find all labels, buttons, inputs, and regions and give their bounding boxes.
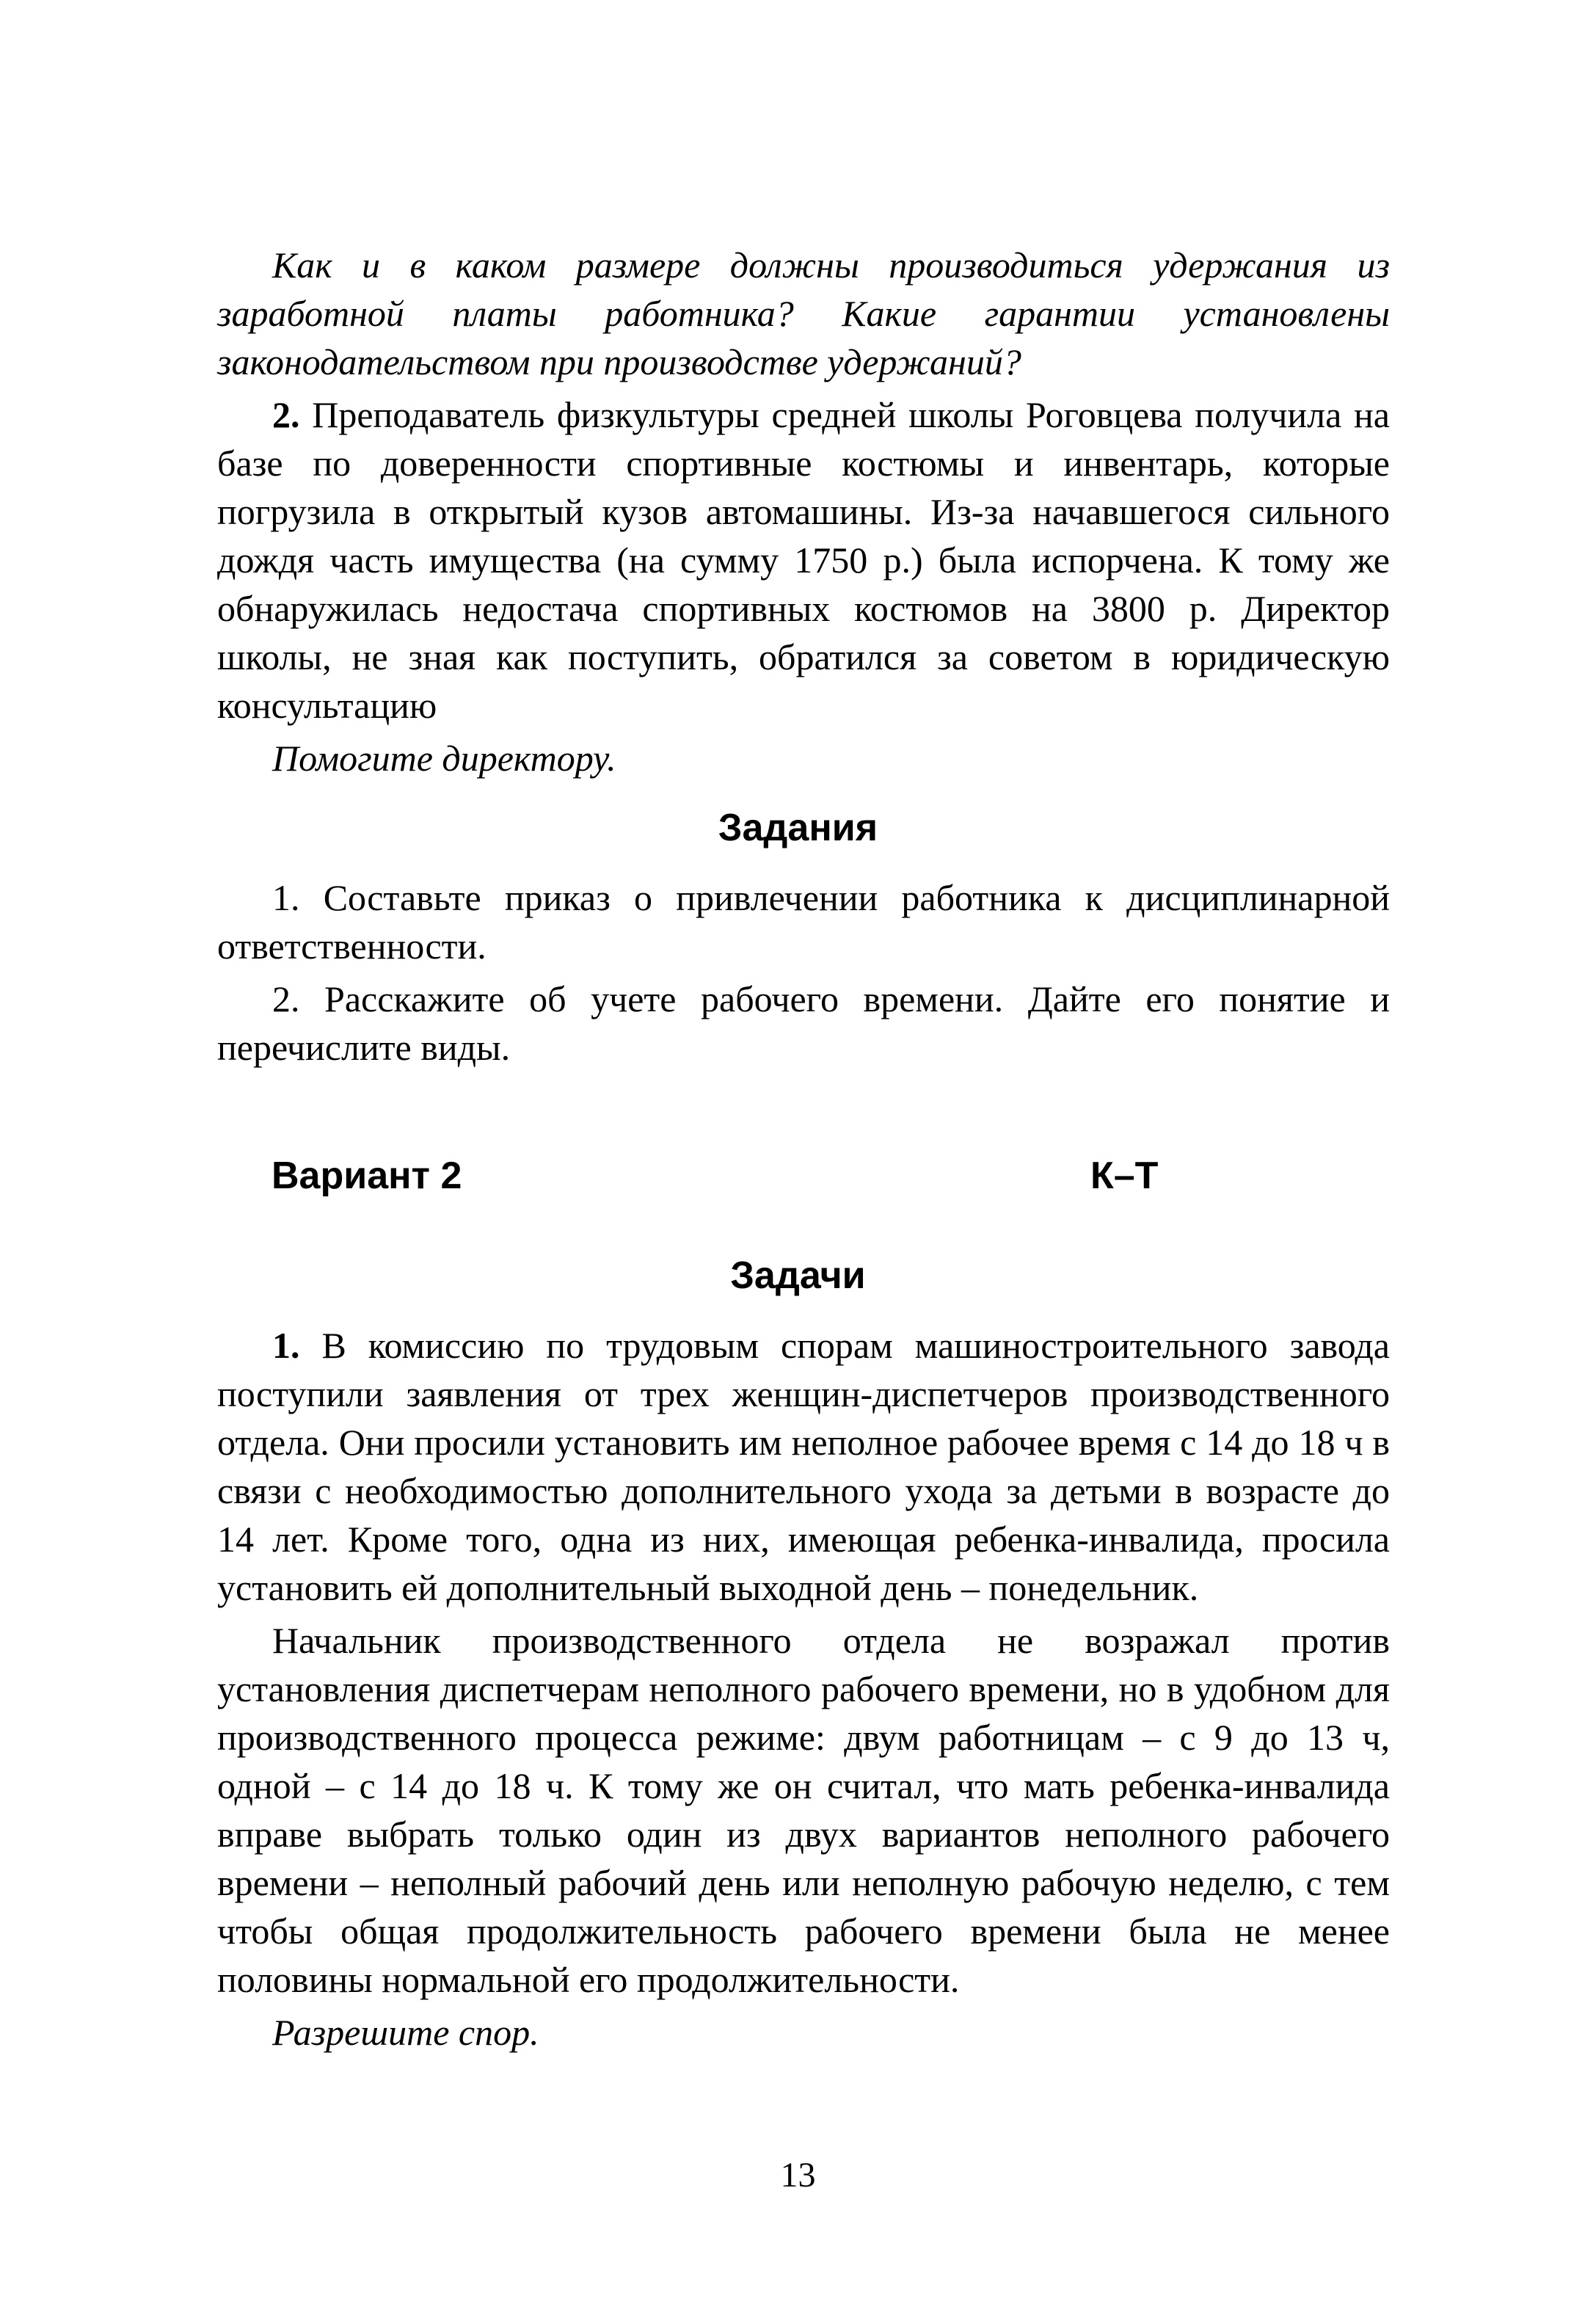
task-1-paragraph-2: Начальник производственного отдела не возражал против установления диспетчерам неполного рабочего времени, но в удобном для производственного процесса режиме: двум работницам – с 9 до 13 ч, одной – с 14 до 18 ч. К тому же он считал, что мать ребенка-инвалида вправе выбрать только один из двух вариантов неполного рабочего времени – неполный рабочий день или неполную рабочую неделю, с тем чтобы общая продолжительность рабочего времени была не менее половины нормальной его продолжительности. (217, 1620, 1390, 2000)
task-2-paragraph (217, 390, 1390, 730)
assignments-heading: Задания (718, 807, 878, 849)
task-1-question: Разрешите спор. (272, 2012, 539, 2053)
task-2-number: 2. (272, 394, 300, 435)
task-2-question: Помогите директору. (272, 738, 616, 779)
problems-heading: Задачи (730, 1254, 866, 1297)
task-1-text: В комиссию по трудовым спорам машиностроительного завода поступили заявления от трех женщин-диспетчеров производственного отдела. Они просили установить им неполное рабочее время с 14 до 18 ч в связи с необходимостью дополнительного ухода за детьми в возрасте до 14 лет. Кроме того, одна из них, имеющая ребенка-инвалида, просила установить ей дополнительный выходной день – понедельник. (217, 1325, 1390, 1608)
task-block-top (217, 241, 1390, 782)
variant-title: Вариант 2 (272, 1155, 462, 1197)
task-1-number: 1. (272, 1325, 300, 1366)
assignments-list (217, 873, 1390, 1072)
assignment-item-1: 1. Составьте приказ о привлечении работника к дисциплинарной ответственности. (217, 877, 1390, 967)
task-2-text: Преподаватель физкультуры средней школы Роговцева получила на базе по доверенности спортивные костюмы и инвентарь, которые погрузила в открытый кузов автомашины. Из-за начавшегося сильного дождя часть имущества (на сумму 1750 р.) была испорчена. К тому же обнаружилась недостача спортивных костюмов на 3800 р. Директор школы, не зная как поступить, обратился за советом в юридическую консультацию (217, 394, 1390, 726)
question-text: Как и в каком размере должны производиться удержания из заработной платы работника? Какие гарантии установлены законодательством при производстве удержаний? (217, 244, 1390, 382)
task-block-bottom (217, 1321, 1390, 2057)
assignment-item-2: 2. Расскажите об учете рабочего времени. Дайте его понятие и перечислите виды. (217, 978, 1390, 1068)
task-1-paragraph (217, 1321, 1390, 1612)
variant-letters: К–Т (1090, 1155, 1159, 1197)
page-number: 13 (780, 2156, 816, 2195)
